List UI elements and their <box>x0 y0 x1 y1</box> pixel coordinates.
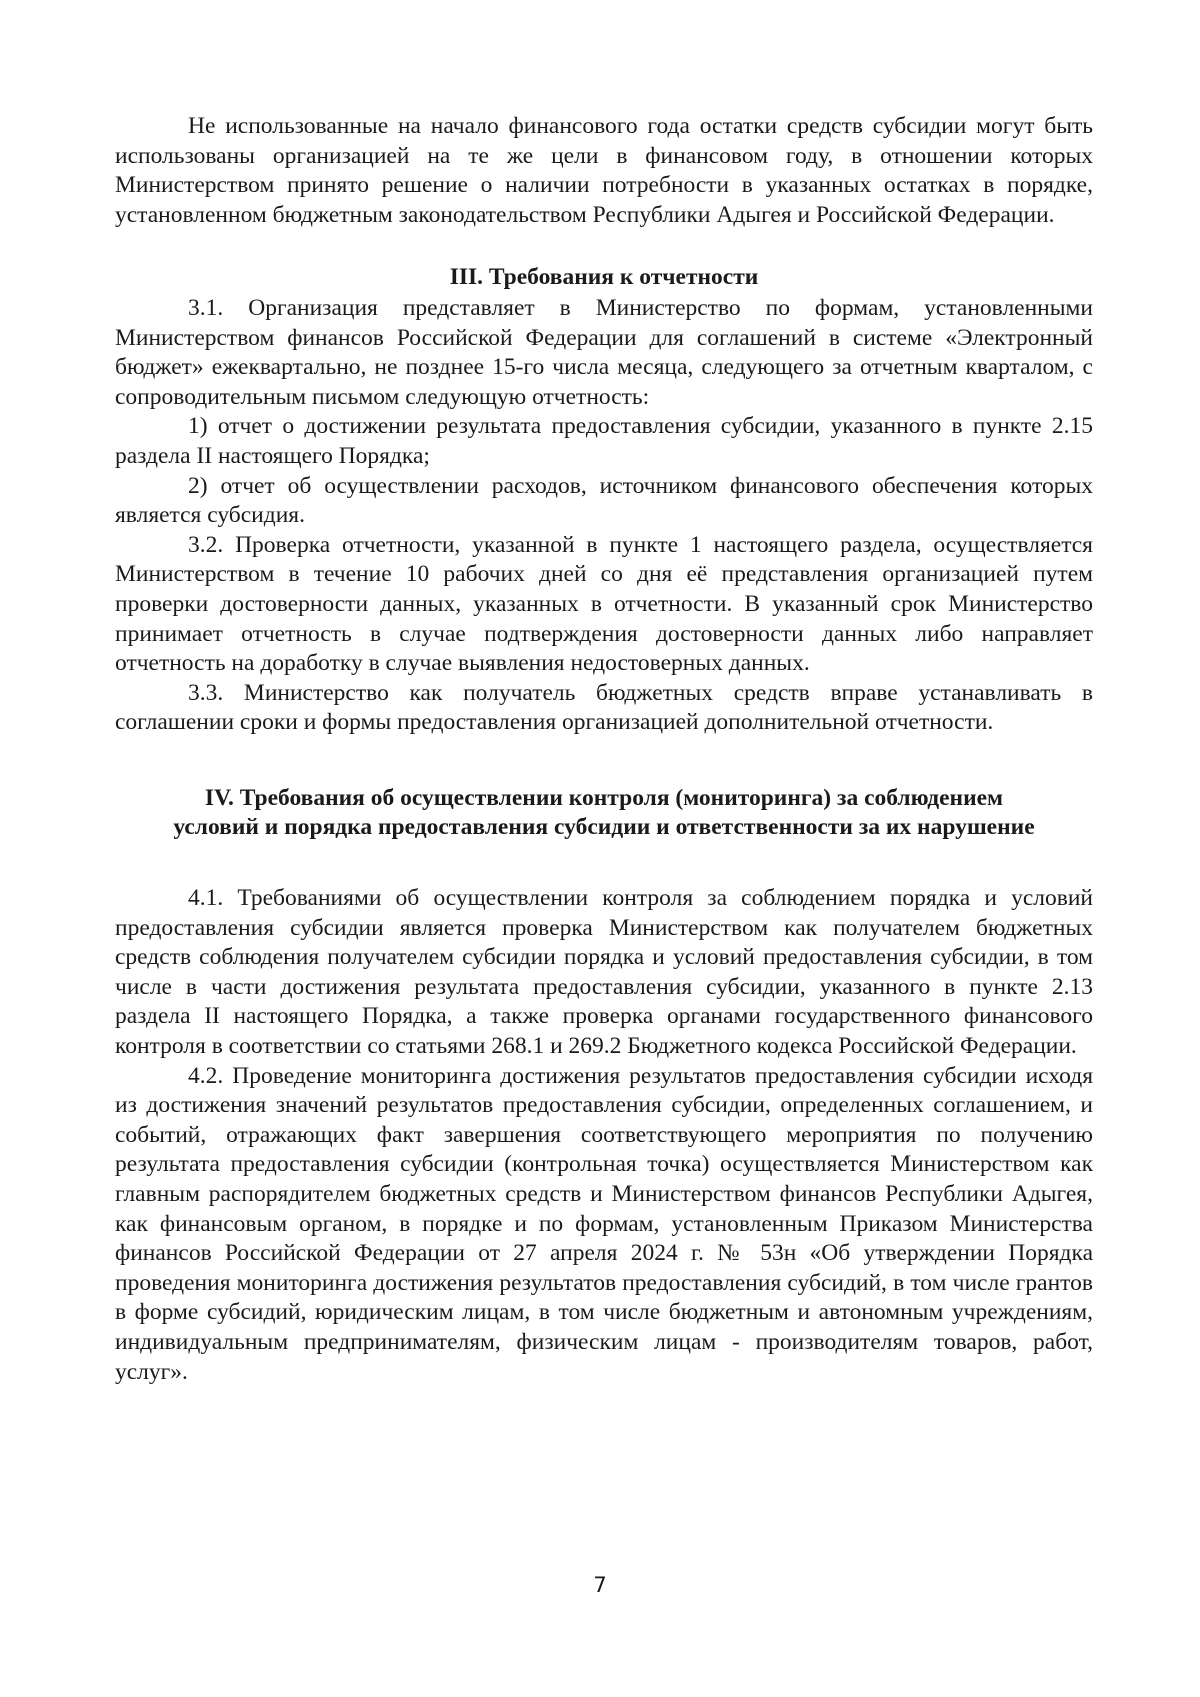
paragraph-3-1-item-2: 2) отчет об осуществлении расходов, источником финансового обеспечения которых является субсидия. <box>115 472 1093 529</box>
paragraph-unused-balances: Не использованные на начало финансового года остатки средств субсидии могут быть использованы организацией на те же цели в финансовом году, в отношении которых Министерством принято решение о наличии потребности в указанных остатках в порядке, установленном бюджетным законодательством Республики Адыгея и Российской Федерации. <box>115 113 1093 228</box>
document-page <box>115 112 1093 1387</box>
page-number: 7 <box>593 1573 607 1597</box>
paragraph-3-3: 3.3. Министерство как получатель бюджетных средств вправе устанавливать в соглашении сроки и формы предоставления организацией дополнительной отчетности. <box>115 679 1093 736</box>
section-3-title: III. Требования к отчетности <box>449 264 759 291</box>
paragraph-4-1: 4.1. Требованиями об осуществлении контроля за соблюдением порядка и условий предоставления субсидии является проверка Министерством как получателем бюджетных средств соблюдения получателем субсидии порядка и условий предоставления субсидии, в том числе в части достижения результата предоставления субсидии, указанного в пункте 2.13 раздела II настоящего Порядка, а также проверка органами государственного финансового контроля в соответствии со статьями 268.1 и 269.2 Бюджетного кодекса Российской Федерации. <box>115 885 1093 1060</box>
section-4-title-line-1: IV. Требования об осуществлении контроля (мониторинга) за соблюдением <box>204 784 1004 811</box>
paragraph-4-2: 4.2. Проведение мониторинга достижения результатов предоставления субсидии исходя из достижения значений результатов предоставления субсидии, определенных соглашением, и событий, отражающих факт завершения соответствующего мероприятия по получению результата предоставления субсидии (контрольная точка) осуществляется Министерством как главным распорядителем бюджетных средств и Министерством финансов Республики Адыгея, как финансовым органом, в порядке и по формам, установленным Приказом Министерства финансов Российской Федерации от 27 апреля 2024 г. № 53н «Об утверждении Порядка проведения мониторинга достижения результатов предоставления субсидий, в том числе грантов в форме субсидий, юридическим лицам, в том числе бюджетным и автономным учреждениям, индивидуальным предпринимателям, физическим лицам - производителям товаров, работ, услуг». <box>115 1062 1093 1385</box>
section-4-title-line-2: условий и порядка предоставления субсидии и ответственности за их нарушение <box>173 814 1035 841</box>
paragraph-3-2: 3.2. Проверка отчетности, указанной в пункте 1 настоящего раздела, осуществляется Министерством в течение 10 рабочих дней со дня её представления организацией путем проверки достоверности данных, указанных в отчетности. В указанный срок Министерство принимает отчетность в случае подтверждения достоверности данных либо направляет отчетность на доработку в случае выявления недостоверных данных. <box>115 531 1093 677</box>
section-4-title <box>115 784 1093 843</box>
paragraph-3-1: 3.1. Организация представляет в Министерство по формам, установленными Министерством финансов Российской Федерации для соглашений в системе «Электронный бюджет» ежеквартально, не позднее 15-го числа месяца, следующего за отчетным кварталом, с сопроводительным письмом следующую отчетность: <box>115 294 1093 410</box>
paragraph-3-1-item-1: 1) отчет о достижении результата предоставления субсидии, указанного в пункте 2.15 раздела II настоящего Порядка; <box>115 413 1093 469</box>
